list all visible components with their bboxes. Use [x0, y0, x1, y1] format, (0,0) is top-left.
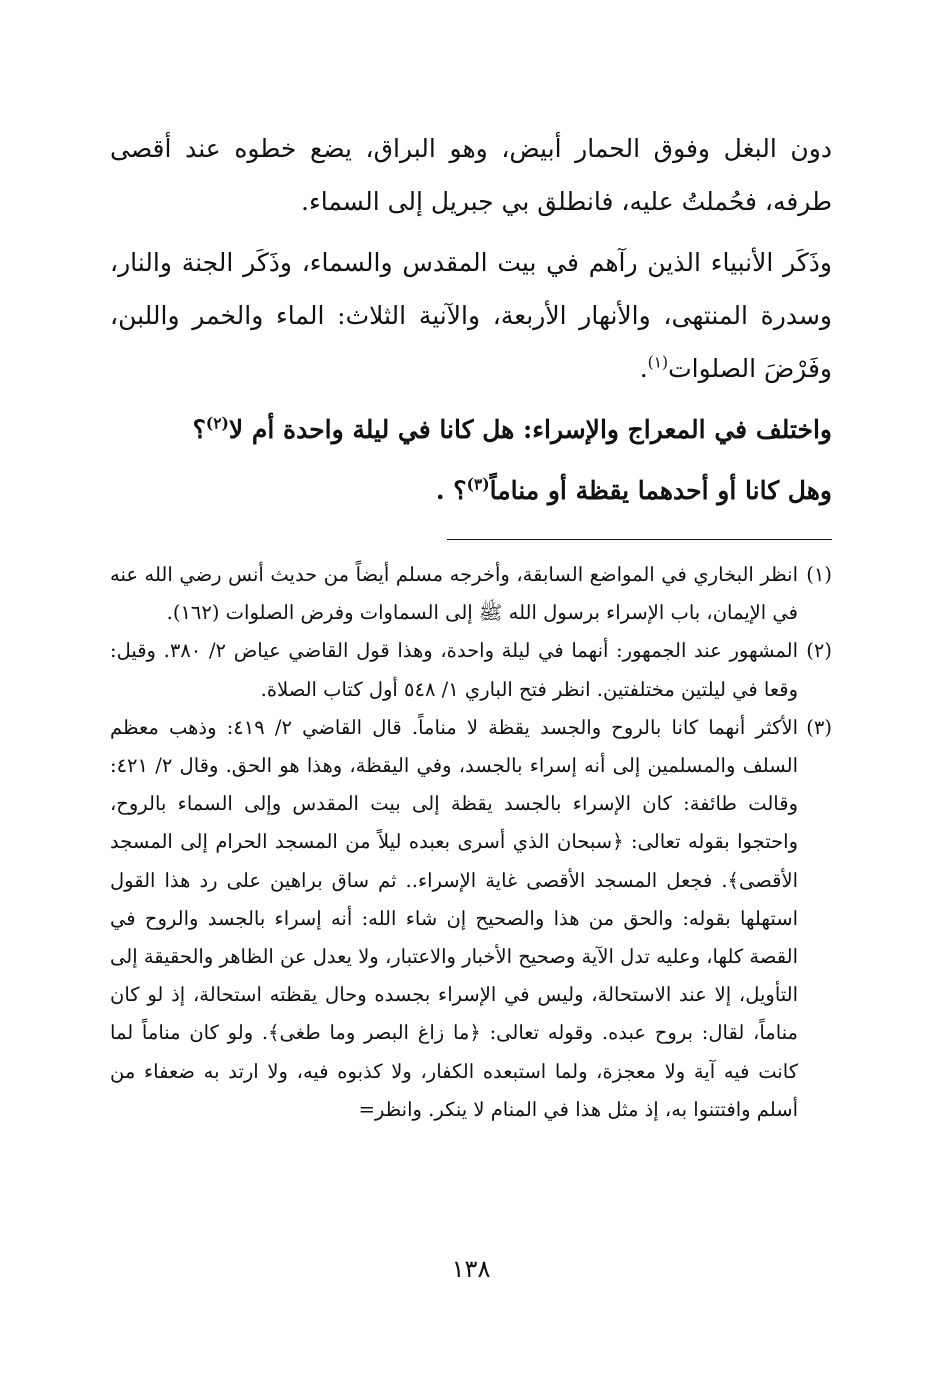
footnote-2 [110, 632, 832, 708]
footnote-marker-3[interactable]: (٣) [466, 474, 490, 494]
page-number: ١٣٨ [451, 1255, 491, 1283]
paragraph-tail: ؟ [192, 415, 206, 444]
paragraph-1 [110, 122, 832, 228]
footnote-number: (٢) [806, 639, 832, 663]
footnote-separator [447, 539, 832, 540]
footnote-number: (٣) [806, 715, 832, 739]
footnote-number: (١) [806, 563, 832, 586]
paragraph-text: وذَكَر الأنبياء الذين رآهم في بيت المقدس والسماء، وذَكَر الجنة والنار، وسدرة المنتهى، والأنهار الأربعة، والآنية الثلاث: الماء والخمر واللبن، وفَرْضَ الصلوات [110, 248, 832, 383]
paragraph-tail: ؟ . [435, 476, 467, 505]
paragraph-text: واختلف في المعراج والإسراء: هل كانا في ليلة واحدة أم لا [228, 415, 832, 444]
paragraph-3 [110, 403, 832, 456]
paragraph-4 [110, 464, 832, 517]
footnote-marker-1[interactable]: (١) [647, 353, 669, 372]
footnotes-section [110, 556, 832, 1129]
footnote-marker-2[interactable]: (٢) [205, 413, 229, 433]
paragraph-text: دون البغل وفوق الحمار أبيض، وهو البراق، يضع خطوه عند أقصى طرفه، فحُملتُ عليه، فانطلق بي جبريل إلى السماء. [110, 134, 832, 216]
paragraph-tail: . [639, 354, 648, 383]
footnote-text: انظر البخاري في المواضع السابقة، وأخرجه مسلم أيضاً من حديث أنس رضي الله عنه في الإيمان، باب الإسراء برسول الله ﷺ إلى السماوات وفرض الصلوات (١٦٢). [110, 563, 798, 625]
footnote-3 [110, 709, 832, 1129]
main-text [110, 122, 832, 517]
footnote-text: الأكثر أنهما كانا بالروح والجسد يقظة لا مناماً. قال القاضي ٢/ ٤١٩: وذهب معظم السلف والمسلمين إلى أنه إسراء بالجسد، وفي اليقظة، وهذا هو الحق. وقال ٢/ ٤٢١: وقالت طائفة: كان الإسراء بالجسد يقظة إلى بيت المقدس وإلى السماء بالروح، واحتجوا بقوله تعالى: ﴿سبحان الذي أسرى بعبده ليلاً من المسجد الحرام إلى المسجد الأقصى﴾. فجعل المسجد الأقصى غاية الإسراء.. ثم ساق براهين على رد هذا القول استهلها بقوله: والحق من هذا والصحيح إن شاء الله: أنه إسراء بالجسد والروح في القصة كلها، وعليه تدل الآية وصحيح الأخبار والاعتبار، ولا يعدل عن الظاهر والحقيقة إلى التأويل، إلا عند الاستحالة، وليس في الإسراء بجسده وحال يقظته استحالة، إذ لو كان مناماً، لقال: بروح عبده. وقوله تعالى: ﴿ما زاغ البصر وما طغى﴾. ولو كان مناماً لما كانت فيه آية ولا معجزة، ولما استبعده الكفار، ولا كذبوه فيه، ولا ارتد به ضعفاء من أسلم وافتتنوا به، إذ مثل هذا في المنام لا ينكر. وانظر= [110, 715, 798, 1121]
paragraph-text: وهل كانا أو أحدهما يقظة أو مناماً [489, 476, 832, 505]
footnote-text: المشهور عند الجمهور: أنهما في ليلة واحدة، وهذا قول القاضي عياض ٢/ ٣٨٠. وقيل: وقعا في ليلتين مختلفتين. انظر فتح الباري ١/ ٥٤٨ أول كتاب الصلاة. [110, 639, 798, 701]
paragraph-2 [110, 236, 832, 395]
footnote-1 [110, 556, 832, 632]
